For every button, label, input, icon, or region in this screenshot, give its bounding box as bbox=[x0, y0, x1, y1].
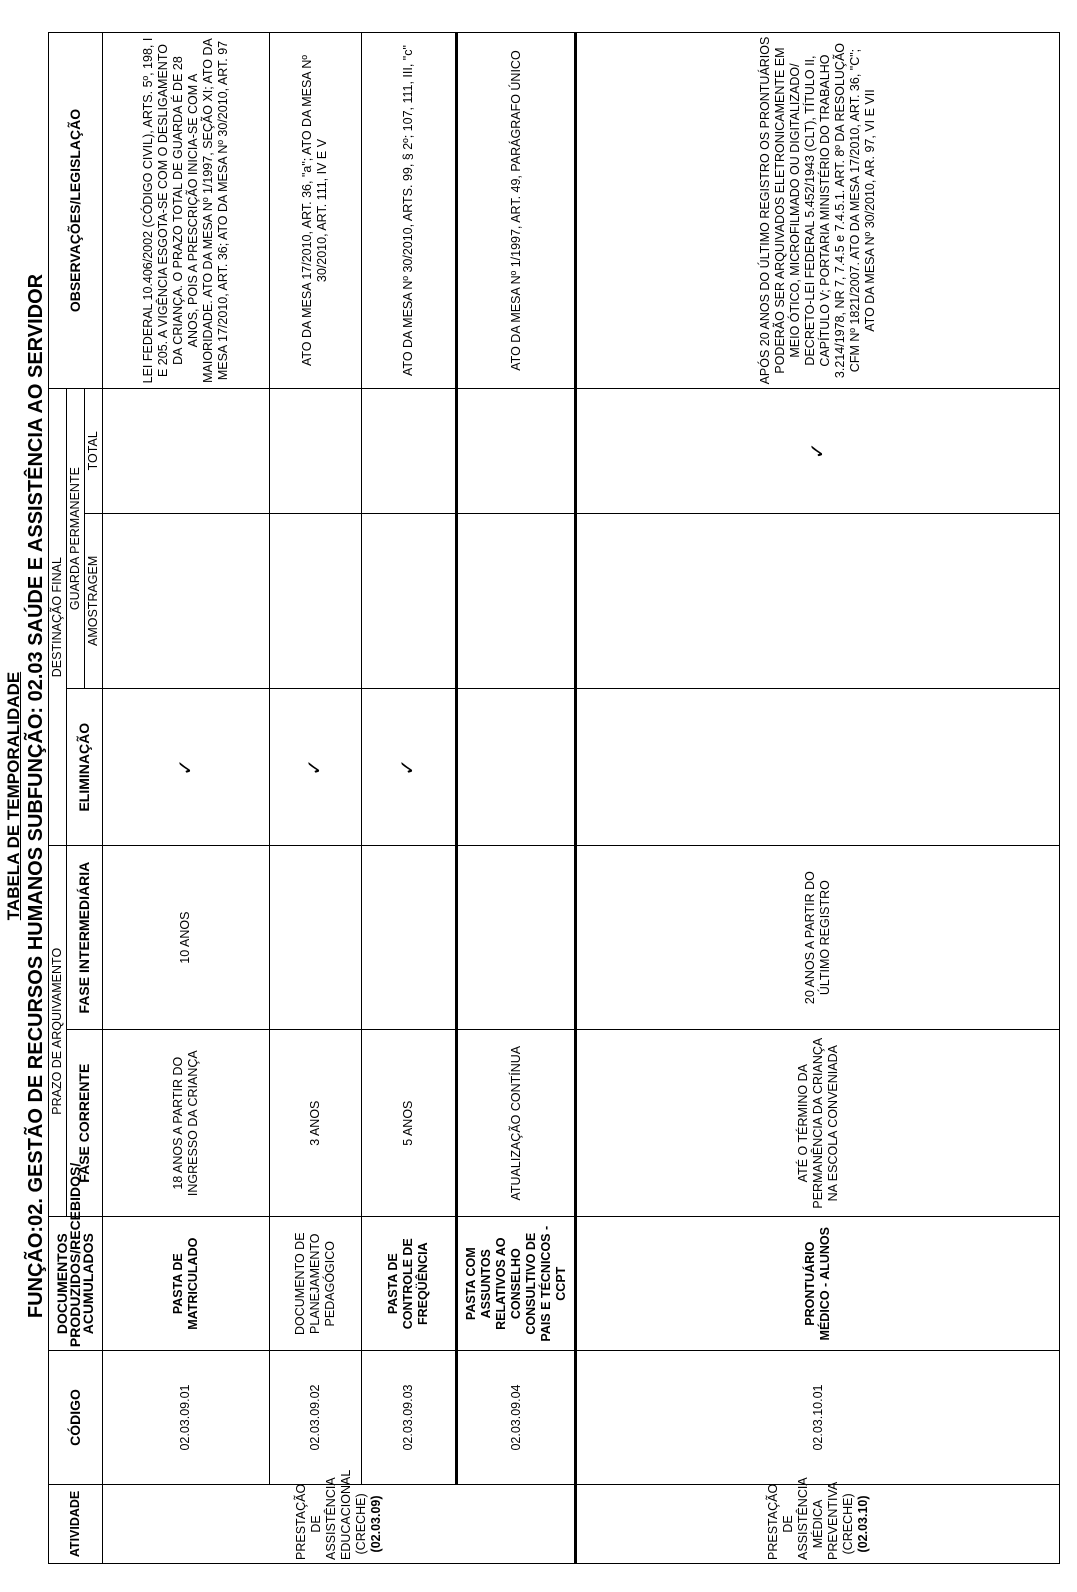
total-cell bbox=[269, 389, 361, 513]
total-cell bbox=[576, 389, 1060, 513]
check-mark-icon: ✓ bbox=[397, 758, 420, 776]
total-cell bbox=[456, 389, 575, 513]
header-amostragem: AMOSTRAGEM bbox=[85, 513, 103, 689]
fase-intermediaria-cell bbox=[361, 846, 456, 1030]
observacoes-cell: APÓS 20 ANOS DO ÚLTIMO REGISTRO OS PRONTUÁRIOS PODERÃO SER ARQUIVADOS ELETRONICAMENTE EM MEIO ÓTICO, MICROFILMADO OU DIGITALIZADO/ DECRETO-LEI FEDERAL 5.452/1943 (CLT), TÍTULO II, CAPÍTULO V; PORTARIA MINISTÉRIO DO TRABALHO 3.214/1978, NR 7, 7.4.5 e 7.4.5.1. ART. 8º DA RESOLUÇÃO CFM Nº 1821/2007. ATO DA MESA 17/2010, ART. 36, "C"; ATO DA MESA Nº 30/2010, AR. 97, VI E VII bbox=[576, 33, 1060, 389]
total-cell bbox=[103, 389, 270, 513]
fase-corrente-cell: 3 ANOS bbox=[269, 1030, 361, 1217]
fase-intermediaria-cell: 20 ANOS A PARTIR DO ÚLTIMO REGISTRO bbox=[576, 846, 1060, 1030]
header-atividade: ATIVIDADE bbox=[49, 1484, 103, 1563]
header-observacoes: OBSERVAÇÕES/LEGISLAÇÃO bbox=[49, 33, 103, 389]
codigo-cell: 02.03.09.02 bbox=[269, 1351, 361, 1485]
documento-cell: PRONTUÁRIO MÉDICO - ALUNOS bbox=[576, 1217, 1060, 1351]
amostragem-cell bbox=[269, 513, 361, 689]
table-row bbox=[456, 33, 575, 1564]
page-subtitle: FUNÇÃO:02. GESTÃO DE RECURSOS HUMANOS SUBFUNÇÃO: 02.03 SAÚDE E ASSISTÊNCIA AO SERVIDOR bbox=[25, 273, 47, 1319]
fase-corrente-cell: 5 ANOS bbox=[361, 1030, 456, 1217]
atividade-code: (02.03.09) bbox=[368, 1495, 383, 1553]
total-cell bbox=[361, 389, 456, 513]
amostragem-cell bbox=[456, 513, 575, 689]
header-guarda: GUARDA PERMANENTE bbox=[67, 389, 85, 689]
header-eliminacao: ELIMINAÇÃO bbox=[67, 689, 103, 846]
page-title: TABELA DE TEMPORALIDADE bbox=[4, 671, 23, 921]
atividade-name: PRESTAÇÃO DE ASSISTÊNCIA EDUCACIONAL (CRECHE) bbox=[293, 1469, 368, 1560]
documento-cell: DOCUMENTO DE PLANEJAMENTO PEDAGÓGICO bbox=[269, 1217, 361, 1351]
fase-intermediaria-cell bbox=[269, 846, 361, 1030]
observacoes-cell: ATO DA MESA 17/2010, ART. 36, "a"; ATO DA MESA Nº 30/2010, ART. 111, IV E V bbox=[269, 33, 361, 389]
atividade-name: PRESTAÇÃO DE ASSISTÊNCIA MÉDICA PREVENTIVA (CRECHE) bbox=[765, 1477, 855, 1560]
codigo-cell: 02.03.09.03 bbox=[361, 1351, 456, 1485]
temporality-table bbox=[48, 32, 1060, 1564]
fase-corrente-cell: 18 ANOS A PARTIR DO INGRESSO DA CRIANÇA bbox=[103, 1030, 270, 1217]
amostragem-cell bbox=[103, 513, 270, 689]
fase-corrente-cell: ATUALIZAÇÃO CONTÍNUA bbox=[456, 1030, 575, 1217]
check-mark-icon: ✓ bbox=[807, 442, 830, 460]
header-prazo: PRAZO DE ARQUIVAMENTO bbox=[49, 846, 67, 1217]
observacoes-cell: ATO DA MESA Nº 30/2010, ARTS. 99, § 2º; 107, 111, III, "c" bbox=[361, 33, 456, 389]
fase-corrente-cell: ATÉ O TÉRMINO DA PERMANÊNCIA DA CRIANÇA NA ESCOLA CONVENIADA bbox=[576, 1030, 1060, 1217]
header-total: TOTAL bbox=[85, 389, 103, 513]
table-row bbox=[361, 33, 456, 1564]
page-header bbox=[4, 30, 48, 1562]
documento-cell: PASTA COM ASSUNTOS RELATIVOS AO CONSELHO CONSULTIVO DE PAIS E TÉCNICOS - CCPT bbox=[456, 1217, 575, 1351]
check-mark-icon: ✓ bbox=[174, 758, 197, 776]
eliminacao-cell bbox=[103, 689, 270, 846]
table-row bbox=[576, 33, 1060, 1564]
eliminacao-cell bbox=[576, 689, 1060, 846]
codigo-cell: 02.03.09.04 bbox=[456, 1351, 575, 1485]
documento-cell: PASTA DE MATRICULADO bbox=[103, 1217, 270, 1351]
eliminacao-cell bbox=[456, 689, 575, 846]
check-mark-icon: ✓ bbox=[304, 758, 327, 776]
eliminacao-cell bbox=[361, 689, 456, 846]
codigo-cell: 02.03.09.01 bbox=[103, 1351, 270, 1485]
atividade-code: (02.03.10) bbox=[855, 1495, 870, 1553]
amostragem-cell bbox=[576, 513, 1060, 689]
header-destinacao: DESTINAÇÃO FINAL bbox=[49, 389, 67, 846]
table-row bbox=[269, 33, 361, 1564]
header-documentos: DOCUMENTOS PRODUZIDOS/RECEBIDOS/ ACUMULADOS bbox=[49, 1217, 103, 1351]
observacoes-cell: LEI FEDERAL 10.406/2002 (CÓDIGO CIVIL), ARTS. 5º, 198, I E 205. A VIGÊNCIA ESGOTA-SE COM O DESLIGAMENTO DA CRIANÇA. O PRAZO TOTAL DE GUARDA É DE 28 ANOS, POIS A PRESCRIÇÃO INICIA-SE COM A MAIORIDADE. ATO DA MESA Nº 1/1997, SEÇÃO XI; ATO DA MESA 17/2010, ART. 36; ATO DA MESA Nº 30/2010, ART. 97 bbox=[103, 33, 270, 389]
header-codigo: CÓDIGO bbox=[49, 1351, 103, 1485]
eliminacao-cell bbox=[269, 689, 361, 846]
atividade-cell bbox=[103, 1469, 576, 1563]
documento-cell: PASTA DE CONTROLE DE FREQÜÊNCIA bbox=[361, 1217, 456, 1351]
amostragem-cell bbox=[361, 513, 456, 689]
atividade-cell bbox=[576, 1477, 1060, 1563]
codigo-cell: 02.03.10.01 bbox=[576, 1351, 1060, 1485]
header-fase-intermediaria: FASE INTERMEDIÁRIA bbox=[67, 846, 103, 1030]
fase-intermediaria-cell bbox=[456, 846, 575, 1030]
header-fase-corrente: FASE CORRENTE bbox=[67, 1030, 103, 1217]
fase-intermediaria-cell: 10 ANOS bbox=[103, 846, 270, 1030]
table-row bbox=[103, 33, 270, 1564]
observacoes-cell: ATO DA MESA Nº 1/1997, ART. 49, PARÁGRAFO ÚNICO bbox=[456, 33, 575, 389]
